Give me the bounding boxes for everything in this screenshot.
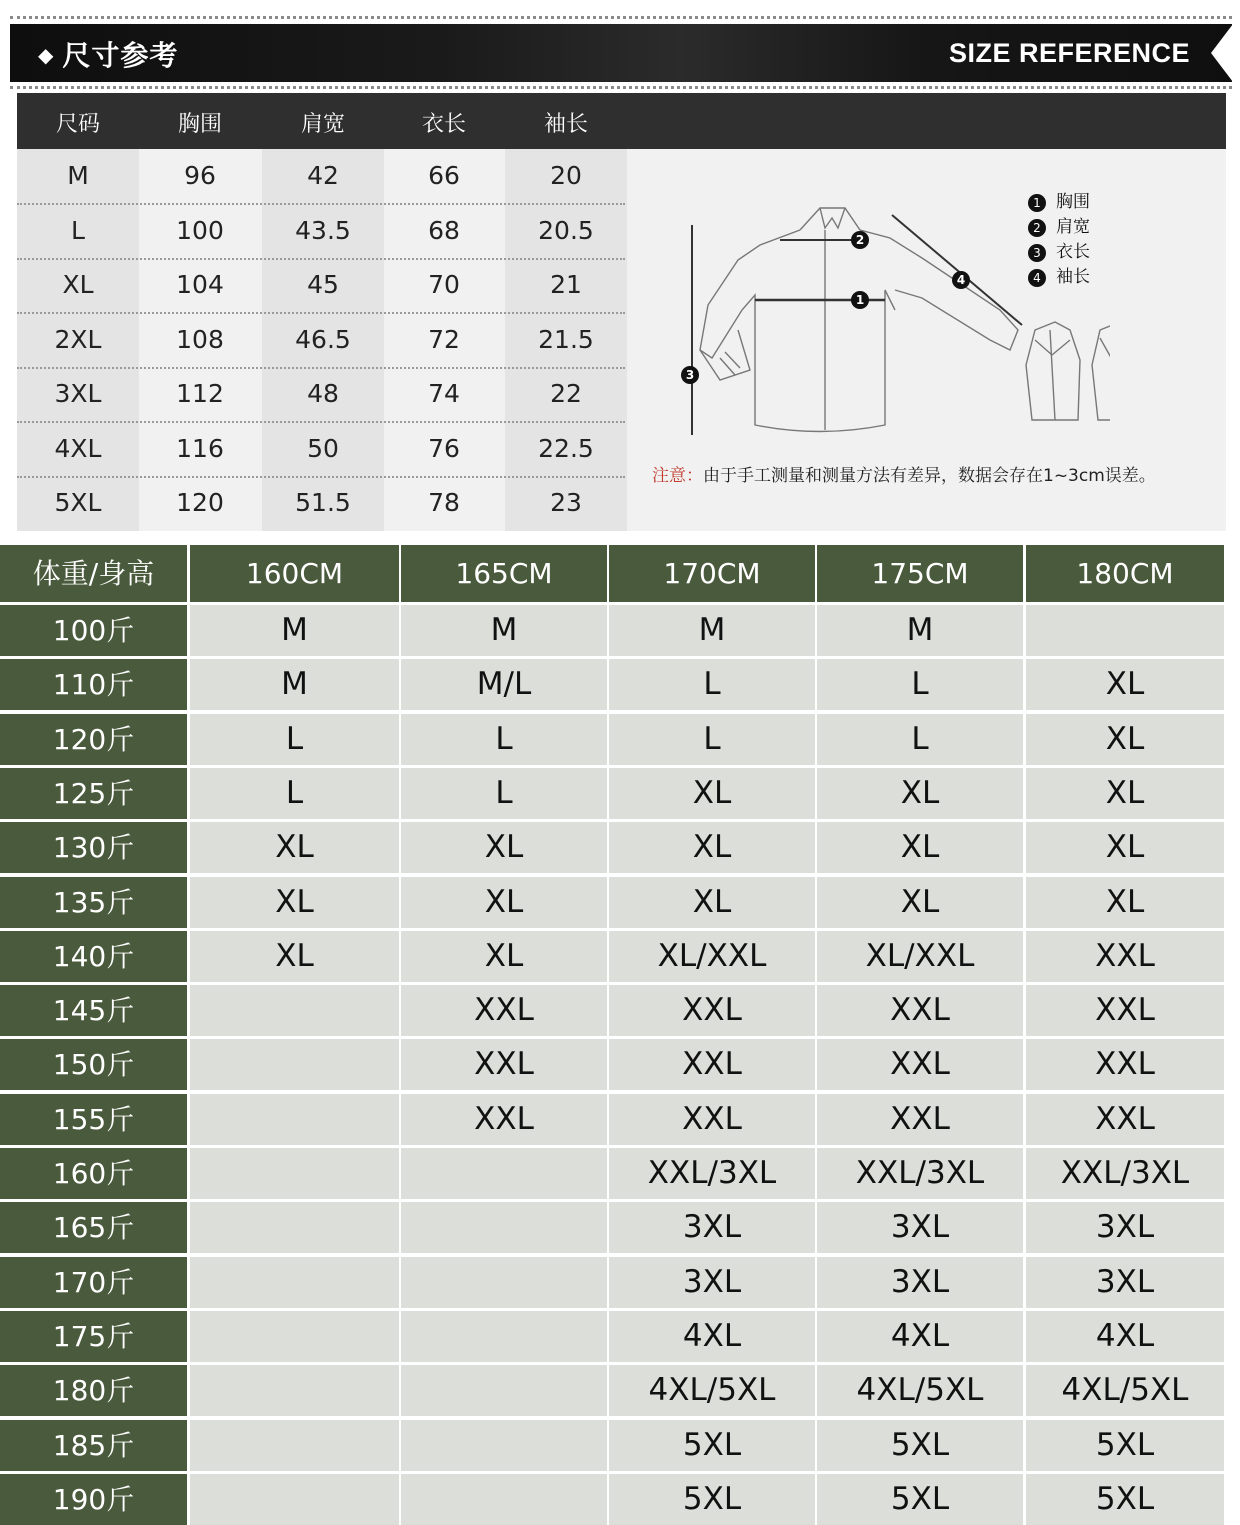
- weight-label-cell: 165斤: [0, 1202, 187, 1253]
- size-cell: 5XL: [817, 1420, 1023, 1471]
- size-cell: 4XL/5XL: [817, 1365, 1023, 1416]
- weight-label-cell: 170斤: [0, 1257, 187, 1308]
- size-cell: XL: [609, 877, 815, 928]
- size-cell: XL: [401, 822, 607, 873]
- size-cell: XXL: [401, 1039, 607, 1090]
- size-cell: L: [190, 768, 399, 819]
- measurement-note: [652, 461, 1156, 486]
- spec-cell: M: [67, 161, 89, 190]
- weight-label-cell: 140斤: [0, 931, 187, 982]
- weight-label-cell: 175斤: [0, 1311, 187, 1362]
- size-cell: L: [190, 714, 399, 765]
- spec-table-header: [17, 93, 1226, 149]
- size-cell: [401, 1202, 607, 1253]
- size-cell: 4XL/5XL: [1026, 1365, 1224, 1416]
- spec-header-cell: 胸围: [177, 112, 222, 137]
- size-cell: M/L: [401, 659, 607, 710]
- size-cell: XXL: [1026, 931, 1224, 982]
- size-cell: 5XL: [609, 1420, 815, 1471]
- weight-label-cell: 155斤: [0, 1094, 187, 1145]
- size-cell: [190, 1257, 399, 1308]
- weight-label-cell: 160斤: [0, 1148, 187, 1199]
- diamond-icon: ◆: [38, 43, 55, 67]
- spec-cell: 112: [176, 379, 224, 408]
- spec-row: [17, 367, 625, 421]
- spec-row: [17, 204, 625, 258]
- size-cell: [401, 1311, 607, 1362]
- top-dotted-rule: [10, 16, 1232, 19]
- spec-cell: 48: [307, 379, 339, 408]
- size-cell: XXL: [609, 985, 815, 1036]
- height-header-cell: 170CM: [609, 545, 815, 602]
- size-cell: [190, 1039, 399, 1090]
- spec-cell: 72: [428, 324, 460, 354]
- chart-corner-header: 体重/身高: [0, 545, 187, 602]
- size-cell: [190, 985, 399, 1036]
- size-cell: 3XL: [1026, 1202, 1224, 1253]
- spec-cell: 21: [550, 270, 582, 299]
- number-badge-icon: 1: [1028, 194, 1046, 212]
- weight-label-cell: 125斤: [0, 768, 187, 819]
- size-cell: XL/XXL: [609, 931, 815, 982]
- note-text: 由于手工测量和测量方法有差异，数据会存在1~3cm误差。: [703, 466, 1156, 486]
- spec-cell: 42: [307, 161, 339, 190]
- size-cell: 3XL: [609, 1257, 815, 1308]
- size-cell: XL: [190, 931, 399, 982]
- spec-row: [17, 422, 625, 476]
- size-cell: XXL/3XL: [817, 1148, 1023, 1199]
- spec-cell: 3XL: [54, 379, 102, 408]
- weight-label-cell: 135斤: [0, 877, 187, 928]
- measurement-legend: [1028, 190, 1090, 290]
- spec-row: [17, 258, 625, 312]
- size-cell: XL: [1026, 768, 1224, 819]
- height-header-cell: 160CM: [190, 545, 399, 602]
- spec-cell: 2XL: [54, 324, 102, 354]
- spec-cell: 120: [176, 488, 224, 517]
- size-cell: [190, 1202, 399, 1253]
- banner-title-text: 尺寸参考: [62, 39, 179, 72]
- spec-cell: 100: [176, 215, 224, 245]
- size-cell: XL: [1026, 659, 1224, 710]
- spec-cell: L: [71, 215, 85, 245]
- weight-label-cell: 180斤: [0, 1365, 187, 1416]
- size-cell: XL: [1026, 877, 1224, 928]
- size-cell: XXL/3XL: [1026, 1148, 1224, 1199]
- size-cell: XL: [817, 768, 1023, 819]
- size-cell: [401, 1148, 607, 1199]
- spec-cell: 78: [428, 488, 460, 517]
- size-cell: XXL: [401, 985, 607, 1036]
- size-cell: 4XL: [817, 1311, 1023, 1362]
- weight-label-cell: 130斤: [0, 822, 187, 873]
- size-cell: M: [609, 605, 815, 656]
- size-cell: XXL: [817, 1039, 1023, 1090]
- legend-item: [1028, 190, 1090, 215]
- legend-label: 胸围: [1056, 192, 1090, 212]
- size-cell: 5XL: [817, 1474, 1023, 1525]
- spec-header-cell: 袖长: [543, 112, 588, 137]
- spec-cell: 20.5: [538, 215, 594, 245]
- size-cell: M: [401, 605, 607, 656]
- size-cell: XL: [401, 877, 607, 928]
- size-cell: XXL: [817, 1094, 1023, 1145]
- legend-item: [1028, 240, 1090, 265]
- size-cell: XXL/3XL: [609, 1148, 815, 1199]
- size-recommendation-chart: [0, 545, 1240, 1522]
- size-cell: M: [190, 605, 399, 656]
- size-cell: XL: [1026, 714, 1224, 765]
- spec-cell: 43.5: [295, 215, 351, 245]
- size-cell: XL: [190, 822, 399, 873]
- height-header-cell: 165CM: [401, 545, 607, 602]
- size-cell: XL: [1026, 822, 1224, 873]
- legend-label: 袖长: [1056, 267, 1090, 287]
- marker-4: 4: [956, 273, 966, 287]
- height-header-cell: 180CM: [1026, 545, 1224, 602]
- size-cell: 4XL: [1026, 1311, 1224, 1362]
- weight-label-cell: 120斤: [0, 714, 187, 765]
- spec-cell: 22.5: [538, 433, 594, 463]
- number-badge-icon: 4: [1028, 269, 1046, 287]
- size-cell: XXL: [609, 1094, 815, 1145]
- size-cell: [1026, 605, 1224, 656]
- weight-label-cell: 150斤: [0, 1039, 187, 1090]
- spec-cell: 5XL: [54, 488, 102, 517]
- size-cell: 5XL: [1026, 1420, 1224, 1471]
- size-cell: M: [190, 659, 399, 710]
- size-cell: XXL: [1026, 985, 1224, 1036]
- size-cell: L: [609, 714, 815, 765]
- spec-cell: XL: [62, 270, 94, 299]
- spec-cell: 66: [428, 161, 460, 190]
- marker-1: 1: [855, 293, 865, 307]
- size-cell: XL: [190, 877, 399, 928]
- size-cell: M: [817, 605, 1023, 656]
- weight-label-cell: 100斤: [0, 605, 187, 656]
- weight-label-cell: 190斤: [0, 1474, 187, 1525]
- spec-cell: 50: [307, 433, 339, 463]
- bottom-dotted-rule: [10, 86, 1232, 89]
- size-cell: XXL: [817, 985, 1023, 1036]
- height-header-cell: 175CM: [817, 545, 1023, 602]
- size-cell: [401, 1365, 607, 1416]
- size-cell: XL/XXL: [817, 931, 1023, 982]
- spec-cell: 4XL: [54, 433, 102, 463]
- size-cell: [401, 1257, 607, 1308]
- size-cell: XL: [817, 822, 1023, 873]
- size-cell: L: [609, 659, 815, 710]
- note-label: 注意：: [652, 466, 703, 486]
- size-cell: XXL: [401, 1094, 607, 1145]
- size-cell: XXL: [609, 1039, 815, 1090]
- legend-label: 肩宽: [1056, 217, 1090, 237]
- banner-title: [38, 34, 178, 74]
- size-cell: [401, 1420, 607, 1471]
- spec-row: [17, 149, 625, 203]
- legend-item: [1028, 215, 1090, 240]
- spec-row: [17, 476, 625, 530]
- banner-subtitle: SIZE REFERENCE: [948, 38, 1190, 68]
- marker-3: 3: [685, 368, 695, 382]
- size-cell: XXL: [1026, 1094, 1224, 1145]
- weight-label-cell: 185斤: [0, 1420, 187, 1471]
- size-cell: [190, 1311, 399, 1362]
- spec-cell: 21.5: [538, 324, 594, 354]
- legend-item: [1028, 265, 1090, 290]
- size-cell: [190, 1365, 399, 1416]
- spec-cell: 23: [550, 488, 582, 517]
- spec-cell: 70: [428, 270, 460, 299]
- legend-label: 衣长: [1056, 242, 1090, 262]
- weight-label-cell: 145斤: [0, 985, 187, 1036]
- size-cell: 5XL: [1026, 1474, 1224, 1525]
- size-cell: XXL: [1026, 1039, 1224, 1090]
- size-cell: XL: [401, 931, 607, 982]
- size-cell: 3XL: [1026, 1257, 1224, 1308]
- size-cell: L: [401, 714, 607, 765]
- size-cell: L: [401, 768, 607, 819]
- size-cell: 4XL: [609, 1311, 815, 1362]
- number-badge-icon: 2: [1028, 219, 1046, 237]
- size-cell: [190, 1420, 399, 1471]
- spec-row: [17, 313, 625, 367]
- size-cell: [190, 1148, 399, 1199]
- size-cell: [401, 1474, 607, 1525]
- spec-header-cell: 肩宽: [300, 112, 345, 137]
- size-cell: XL: [609, 768, 815, 819]
- size-cell: [190, 1094, 399, 1145]
- size-cell: L: [817, 659, 1023, 710]
- spec-cell: 46.5: [295, 324, 351, 354]
- spec-cell: 22: [550, 379, 582, 408]
- spec-cell: 104: [176, 270, 224, 299]
- marker-2: 2: [855, 233, 865, 247]
- size-cell: XL: [817, 877, 1023, 928]
- section-banner: [10, 24, 1232, 82]
- spec-header-cell: 衣长: [421, 112, 466, 137]
- spec-cell: 116: [176, 433, 224, 463]
- size-cell: 3XL: [817, 1202, 1023, 1253]
- spec-cell: 68: [428, 215, 460, 245]
- number-badge-icon: 3: [1028, 244, 1046, 262]
- spec-cell: 108: [176, 324, 224, 354]
- spec-cell: 96: [184, 161, 216, 190]
- banner-notch: [1211, 24, 1233, 82]
- weight-label-cell: 110斤: [0, 659, 187, 710]
- size-cell: 3XL: [609, 1202, 815, 1253]
- size-cell: [190, 1474, 399, 1525]
- size-cell: 4XL/5XL: [609, 1365, 815, 1416]
- size-cell: XL: [609, 822, 815, 873]
- spec-cell: 51.5: [295, 488, 351, 517]
- spec-cell: 76: [428, 433, 460, 463]
- size-cell: 5XL: [609, 1474, 815, 1525]
- spec-header-cell: 尺码: [55, 112, 100, 137]
- spec-cell: 20: [550, 161, 582, 190]
- spec-cell: 74: [428, 379, 460, 408]
- size-cell: L: [817, 714, 1023, 765]
- size-cell: 3XL: [817, 1257, 1023, 1308]
- spec-cell: 45: [307, 270, 339, 299]
